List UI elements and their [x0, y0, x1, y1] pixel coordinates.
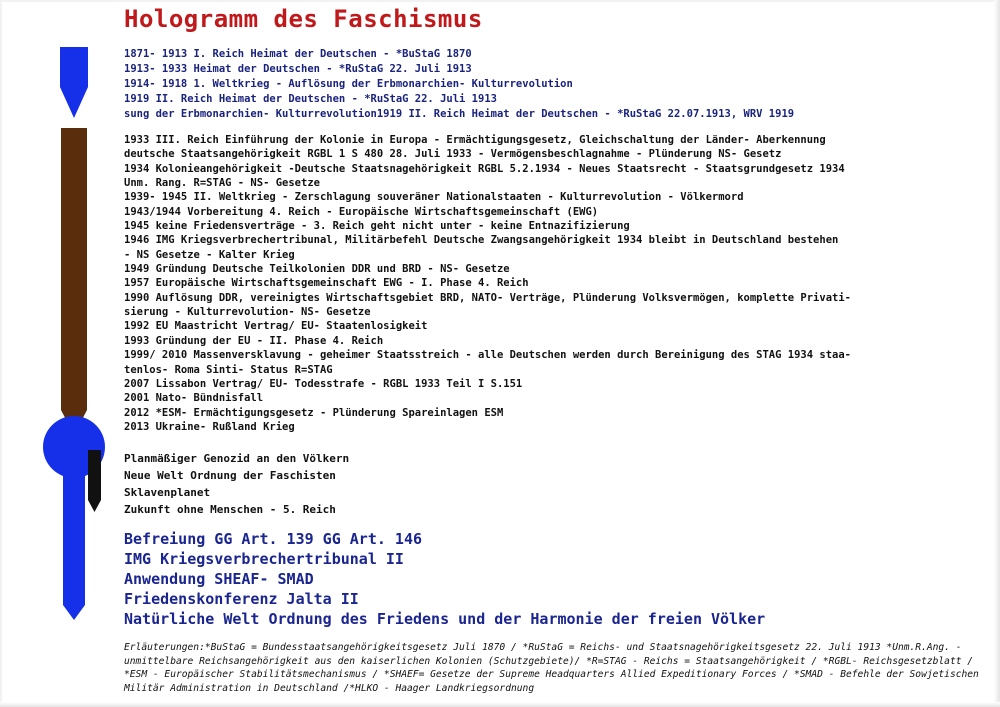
history-part2 [124, 133, 851, 434]
history-line: 2013 Ukraine- Rußland Krieg [124, 420, 295, 433]
history-line: 1871- 1913 I. Reich Heimat der Deutschen - *BuStaG 1870 [124, 48, 472, 60]
history-line: 1933 III. Reich Einführung der Kolonie in Europa - Ermächtigungsgesetz, Gleichschaltung der Länder- Aberkennung [124, 134, 826, 146]
symbol-black-tip [88, 500, 101, 512]
history-line: 1945 keine Friedensverträge - 3. Reich geht nicht unter - keine Entnazifizierung [124, 220, 630, 233]
page-title: Hologramm des Faschismus [124, 5, 483, 33]
symbol-bottom-blue-tip [63, 605, 85, 620]
history-line: sierung - Kulturrevolution- NS- Gesetze [124, 306, 371, 319]
symbol-black-bar [88, 450, 101, 500]
future-line: Neue Welt Ordnung der Faschisten [124, 469, 336, 482]
history-line: sung der Erbmonarchien- Kulturrevolution1919 II. Reich Heimat der Deutschen - *RuStaG 22.07.1913, WRV 1919 [124, 108, 795, 120]
future-line: Sklavenplanet [124, 486, 211, 499]
goal-line: Anwendung SHEAF- SMAD [124, 570, 314, 588]
history-line: 2001 Nato- Bündnisfall [124, 392, 264, 405]
footnotes: Erläuterungen:*BuStaG = Bundesstaatsangehörigkeitsgesetz Juli 1870 / *RuStaG = Reichs- und Staatsnagehörigkeitsgesetz 22. Juli 1913 *Unm.R.Ang. - unmittelbare Reichsangehörigkeit aus den kaiserlichen Kolonien (Schutzgebiete)/ *R=STAG - Reichs = Staatsangehörigkeit / *RGBL- Reichsgesetzblatt / *ESM - Europäischer Stabilitätsmechanismus / *SHAEF= Gesetze der Supreme Headquarters Allied Expeditionary Forces / *SMAD - Befehle der Sowjetischen Militär Administration in Deutschland /*HLKO - Haager Landkriegsordnung [124, 642, 979, 695]
history-line: Unm. Rang. R=STAG - NS- Gesetze [124, 177, 320, 190]
history-line: tenlos- Roma Sinti- Status R=STAG [124, 363, 333, 376]
history-line: - NS Gesetze - Kalter Krieg [124, 248, 295, 261]
history-line: 2012 *ESM- Ermächtigungsgesetz - Plünderung Spareinlagen ESM [124, 406, 504, 419]
history-line: 1990 Auflösung DDR, vereinigtes Wirtschaftsgebiet BRD, NATO- Verträge, Plünderung Volksvermögen, komplette Privati- [124, 291, 851, 304]
history-line: 1946 IMG Kriegsverbrechertribunal, Militärbefehl Deutsche Zwangsangehörigkeit 1934 bleibt in Deutschland bestehen [124, 234, 839, 247]
page-shadow-bottom [0, 702, 1000, 707]
history-line: 1939- 1945 II. Weltkrieg - Zerschlagung souveräner Nationalstaaten - Kulturrevolution - Völkermord [124, 191, 744, 204]
history-line: deutsche Staatsangehörigkeit RGBL 1 S 480 28. Juli 1933 - Vermögensbeschlagnahme - Plünderung NS- Gesetz [124, 148, 782, 161]
future-line: Planmäßiger Genozid an den Völkern [124, 452, 350, 465]
goal-line: Befreiung GG Art. 139 GG Art. 146 [124, 530, 423, 548]
history-line: 1934 Kolonieangehörigkeit -Deutsche Staatsnagehörigkeit RGBL 5.2.1934 - Neues Staatsrecht - Staatsgrundgesetz 1934 [124, 162, 845, 175]
history-line: 1992 EU Maastricht Vertrag/ EU- Staatenlosigkeit [124, 320, 428, 333]
goal-line: IMG Kriegsverbrechertribunal II [124, 550, 404, 568]
history-line: 1914- 1918 1. Weltkrieg - Auflösung der Erbmonarchien- Kulturrevolution [124, 78, 573, 90]
symbol-top-blue-bar [60, 47, 88, 87]
history-line: 1943/1944 Vorbereitung 4. Reich - Europäische Wirtschaftsgemeinschaft (EWG) [124, 205, 599, 218]
goals-list [124, 529, 765, 629]
page-shadow-right [994, 0, 1000, 707]
history-line: 2007 Lissabon Vertrag/ EU- Todesstrafe - RGBL 1933 Teil I S.151 [124, 377, 523, 390]
goal-line: Natürliche Welt Ordnung des Friedens und der Harmonie der freien Völker [124, 610, 766, 628]
goal-line: Friedenskonferenz Jalta II [124, 590, 359, 608]
timeline-symbol [40, 40, 120, 630]
history-line: 1913- 1933 Heimat der Deutschen - *RuStaG 22. Juli 1913 [124, 63, 472, 75]
history-line: 1957 Europäische Wirtschaftsgemeinschaft EWG - I. Phase 4. Reich [124, 277, 529, 290]
history-line: 1999/ 2010 Massenversklavung - geheimer Staatsstreich - alle Deutschen werden durch Bereinigung des STAG 1934 staa- [124, 349, 851, 362]
future-line: Zukunft ohne Menschen - 5. Reich [124, 503, 336, 516]
symbol-brown-column [61, 128, 87, 410]
symbol-top-blue-tip [60, 87, 88, 118]
history-part1 [124, 47, 794, 122]
symbol-bottom-blue-bar [63, 470, 85, 605]
future-list [124, 450, 349, 518]
history-line: 1949 Gründung Deutsche Teilkolonien DDR und BRD - NS- Gesetze [124, 263, 510, 276]
history-line: 1919 II. Reich Heimat der Deutschen - *RuStaG 22. Juli 1913 [124, 93, 497, 105]
history-line: 1993 Gründung der EU - II. Phase 4. Reich [124, 334, 384, 347]
